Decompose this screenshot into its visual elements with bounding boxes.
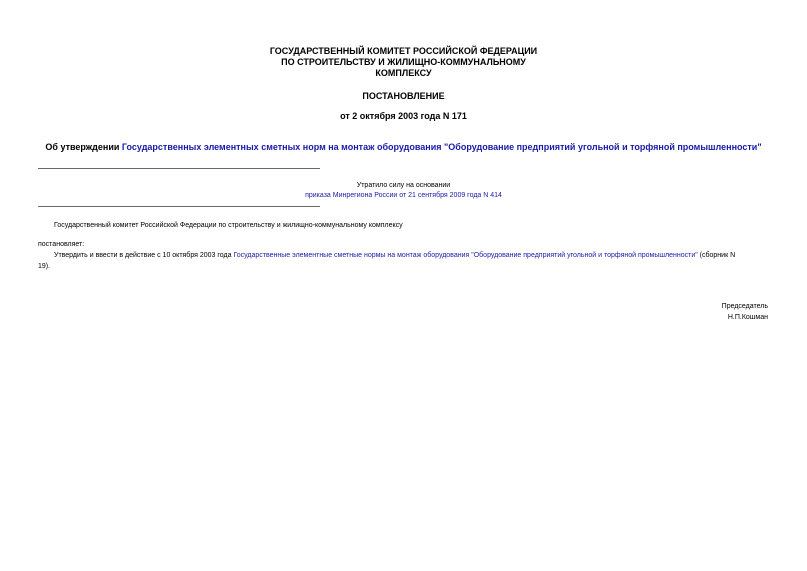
divider-bottom (38, 206, 320, 207)
title-link[interactable]: Государственных элементных сметных норм на монтаж оборудования "Оборудование предприятий угольной и торфяной промышленности" (121, 142, 762, 152)
org-name-line-3: КОМПЛЕКСУ (375, 68, 432, 78)
decree-item-line-1 (54, 251, 735, 260)
lost-force-link[interactable]: приказа Минрегиона России от 21 сентября 2009 года N 414 (305, 192, 502, 199)
signature-name: Н.П.Кошман (727, 314, 768, 321)
title-prefix: Об утверждении (45, 142, 122, 152)
document-type: ПОСТАНОВЛЕНИЕ (362, 91, 445, 101)
lost-force-text: Утратило силу на основании (356, 182, 451, 189)
decree-item-line-2: 19). (38, 263, 51, 270)
decree-word: постановляет: (38, 241, 85, 248)
document-date: от 2 октября 2003 года N 171 (340, 111, 467, 121)
item-prefix: Утвердить и ввести в действие с 10 октября 2003 года (54, 252, 234, 259)
norms-link[interactable]: Государственные элементные сметные нормы на монтаж оборудования "Оборудование предприятий угольной и торфяной промышленности" (233, 252, 698, 259)
lost-force-link-line (0, 191, 807, 200)
divider-top (38, 168, 320, 169)
org-name-line-1: ГОСУДАРСТВЕННЫЙ КОМИТЕТ РОССИЙСКОЙ ФЕДЕРАЦИИ (269, 46, 538, 56)
item-suffix: (сборник N (697, 252, 736, 259)
signature-position: Председатель (721, 303, 768, 310)
intro-paragraph: Государственный комитет Российской Федерации по строительству и жилищно-коммунальному комплексу (54, 222, 403, 229)
org-name-line-2: ПО СТРОИТЕЛЬСТВУ И ЖИЛИЩНО-КОММУНАЛЬНОМУ (281, 57, 526, 67)
document-title (0, 142, 807, 153)
